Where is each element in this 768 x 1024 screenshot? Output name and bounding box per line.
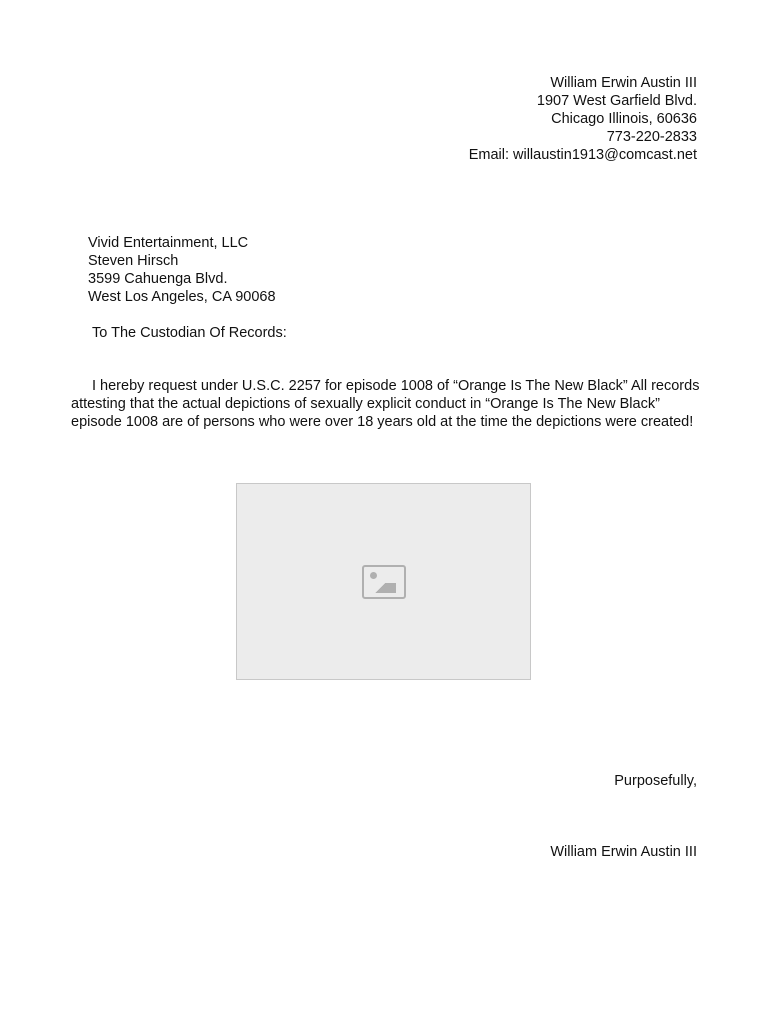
- sender-name: William Erwin Austin III: [550, 75, 697, 91]
- recipient-company: Vivid Entertainment, LLC: [88, 235, 249, 251]
- sender-street: 1907 West Garfield Blvd.: [536, 93, 697, 109]
- signature-name: William Erwin Austin III: [550, 844, 697, 860]
- image-icon: [362, 565, 406, 599]
- sender-phone: 773-220-2833: [606, 129, 697, 145]
- sender-address-block: [469, 74, 697, 164]
- recipient-street: 3599 Cahuenga Blvd.: [88, 271, 228, 287]
- recipient-person: Steven Hirsch: [88, 253, 179, 269]
- salutation: To The Custodian Of Records:: [92, 325, 287, 341]
- body-text: I hereby request under U.S.C. 2257 for episode 1008 of “Orange Is The New Black” All records attesting that the actual depictions of sexually explicit conduct in “Orange Is The New Black” episode 1008 are of persons who were over 18 years old at the time the depictions were created!: [71, 378, 700, 430]
- closing: Purposefully,: [614, 773, 697, 789]
- image-placeholder: [236, 483, 531, 680]
- sender-email: Email: willaustin1913@comcast.net: [468, 147, 697, 163]
- recipient-city-state-zip: West Los Angeles, CA 90068: [88, 289, 276, 305]
- sender-city-state-zip: Chicago Illinois, 60636: [551, 111, 697, 127]
- body-paragraph: [71, 377, 701, 431]
- recipient-address-block: [88, 234, 276, 306]
